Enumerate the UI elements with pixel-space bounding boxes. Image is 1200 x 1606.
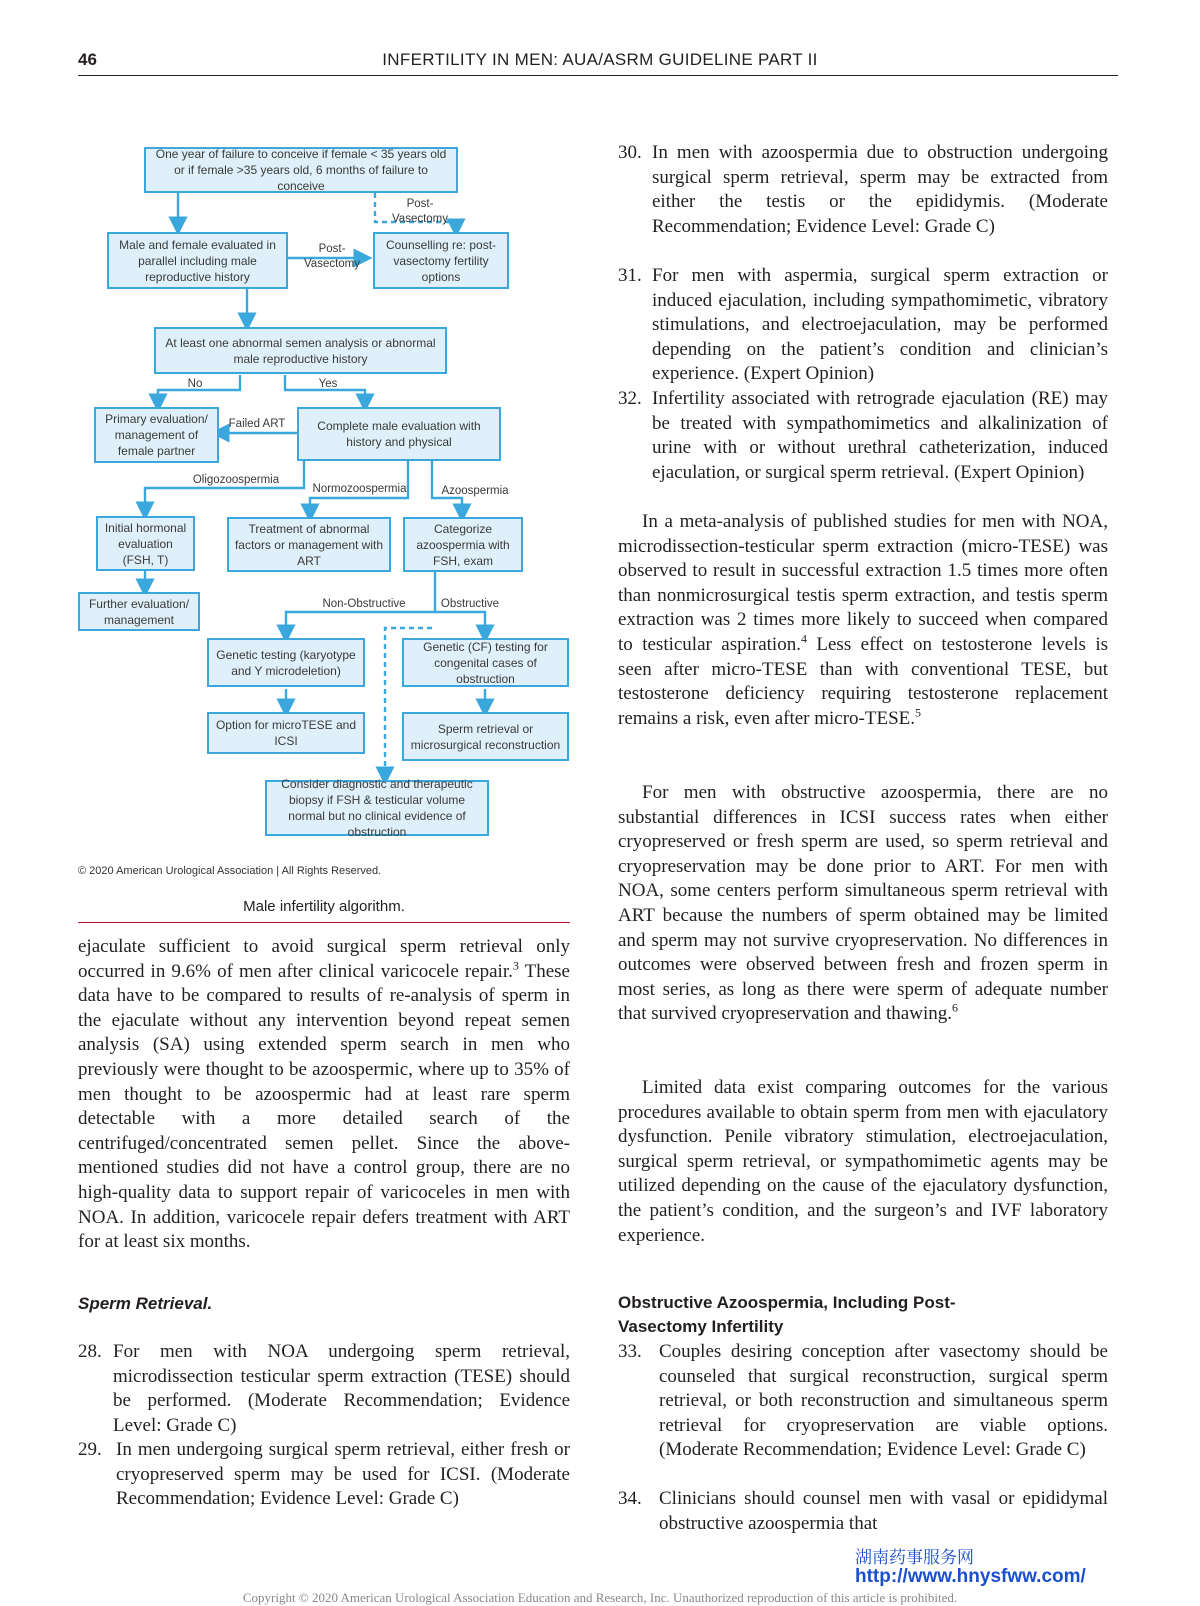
non-obstructive-label: Non-Obstructive [322,598,406,610]
consider-biopsy-box: Consider diagnostic and therapeutic biopsy if FSH & testicular volume normal but no clinical evidence of obstruction [265,780,489,836]
recommendation-32: 32. Infertility associated with retrograde ejaculation (RE) may be treated with sympathomimetics and alkalinization of urine with or without urethral catheterization, induced ejaculation, or surgical sperm retrieval. (Expert Opinion) [618,388,1108,483]
recommendation-34: 34. Clinicians should counsel men with vasal or epididymal obstructive azoospermia that [618,1488,1108,1534]
recommendation-33: 33. Couples desiring conception after vasectomy should be counseled that surgical reconstruction, surgical sperm retrieval, or both reconstruction and simultaneous sperm retrieval for cryopreservation are viable options. (Moderate Recommendation; Evidence Level: Grade C) [618,1341,1108,1461]
initial-hormonal-box: Initial hormonal evaluation (FSH, T) [96,516,195,571]
sperm-retrieval-heading: Sperm Retrieval. [78,1294,213,1313]
caption-rule [78,922,570,923]
watermark-url[interactable]: http://www.hnysfww.com/ [855,1566,1086,1587]
genetic-cf-box: Genetic (CF) testing for congenital cases of obstruction [402,638,569,687]
post-vasectomy-label: Post- Vasectomy [303,243,361,270]
sperm-retrieval-box: Sperm retrieval or microsurgical reconstruction [402,712,569,761]
recommendation-28: 28. For men with NOA undergoing sperm retrieval, microdissection testicular sperm extraction (TESE) should be performed. (Moderate Recommendation; Evidence Level: Grade C) [78,1341,570,1436]
microtese-box: Option for microTESE and ICSI [207,712,365,754]
obstructive-azoospermia-heading: Obstructive Azoospermia, Including Post- Vasectomy Infertility [618,1293,956,1336]
counselling-box: Counselling re: post-vasectomy fertility options [373,232,509,289]
recommendation-29: 29. In men undergoing surgical sperm retrieval, either fresh or cryopreserved sperm may be used for ICSI. (Moderate Recommendation; Evidence Level: Grade C) [78,1439,570,1510]
figure-caption: Male infertility algorithm. [243,898,405,915]
post-vasectomy-dashed-label: Post- Vasectomy [391,198,449,225]
obstructive-label: Obstructive [440,598,500,610]
further-eval-box: Further evaluation/ management [78,592,200,631]
recommendation-31: 31. For men with aspermia, surgical sperm extraction or induced ejaculation, including sympathomimetic, vibratory stimulations, and electroejaculation, may be performed depending on the patient’s condition and clinician’s experience. (Expert Opinion) [618,265,1108,385]
complete-eval-box: Complete male evaluation with history and physical [297,407,501,461]
figure-copyright: © 2020 American Urological Association | All Rights Reserved. [78,865,382,877]
abnormal-semen-box: At least one abnormal semen analysis or abnormal male reproductive history [154,327,447,374]
genetic-karyotype-box: Genetic testing (karyotype and Y microdeletion) [207,638,365,687]
ejaculatory-dysfunction-paragraph: Limited data exist comparing outcomes for the various procedures available to obtain sperm from men with ejaculatory dysfunction. Penile vibratory stimulation, electroejaculation, surgical sperm retrieval, or sympathomimetic agents may be utilized depending on the cause of the ejaculatory dysfunction, the patient’s condition, and the surgeon’s and IVF laboratory experience. [618,1077,1108,1246]
failed-art-label: Failed ART [228,418,286,430]
copyright-footer: Copyright © 2020 American Urological Association Education and Research, Inc. Unauthorized reproduction of this article is prohibited. [242,1590,958,1605]
page-number: 46 [78,50,97,69]
azoospermia-label: Azoospermia [441,485,509,497]
running-title: INFERTILITY IN MEN: AUA/ASRM GUIDELINE PART II [382,50,818,69]
micro-tese-paragraph: In a meta-analysis of published studies for men with NOA, microdissection-testicular sperm extraction (micro-TESE) was observed to result in successful extraction 1.5 times more often than nonmicrosurgical testis sperm extraction, and testis sperm extraction was 2 times more likely to succeed when compared to testicular aspiration.$^4$ Less effect on testosterone levels is seen after micro-TESE than with conventional TESE, but testosterone deficiency requiring testosterone replacement remains a risk, even after micro-TESE.$^5$ [618,511,1108,729]
categorize-box: Categorize azoospermia with FSH, exam [403,517,523,572]
yes-label: Yes [318,378,338,390]
male-female-eval-box: Male and female evaluated in parallel including male reproductive history [107,232,288,289]
treatment-abnormal-box: Treatment of abnormal factors or management with ART [227,517,391,572]
no-label: No [187,378,203,390]
normozoospermia-label: Normozoospermia [312,483,407,495]
obstructive-azoospermia-paragraph: For men with obstructive azoospermia, there are no substantial differences in ICSI success rates when either cryopreserved or fresh sperm are used, so sperm retrieval and cryopreservation may be done prior to ART. For men with NOA, some centers perform simultaneous sperm retrieval with ART because the numbers of sperm obtained may be limited and sperm may not survive cryopreservation. No differences in outcomes were observed between fresh and frozen sperm in most series, as long as there were sperm of adequate number that survived cryopreservation and thawing.$^6$ [618,782,1108,1025]
recommendation-30: 30. In men with azoospermia due to obstruction undergoing surgical sperm retrieval, sperm may be extracted from either the testis or the epididymis. (Moderate Recommendation; Evidence Level: Grade C) [618,142,1108,237]
left-continuation-paragraph: ejaculate sufficient to avoid surgical sperm retrieval only occurred in 9.6% of men after clinical varicocele repair.$^3$ These data have to be compared to results of re-analysis of sperm in the ejaculate without any intervention beyond repeat semen analysis (SA) using extended sperm search in men who previously were thought to be azoospermic, where up to 35% of men thought to be azoospermic had at least rare sperm detectable with a more detailed search of the centrifuged/concentrated semen pellet. Since the above-mentioned studies did not have a control group, there are no high-quality data to support repair of varicoceles in men with NOA. In addition, varicocele repair defers treatment with ART for at least six months. [78,936,570,1253]
watermark-chinese: 湖南药事服务网 [855,1548,974,1568]
start-box: One year of failure to conceive if female < 35 years old or if female >35 years old, 6 months of failure to conceive [144,147,458,193]
primary-eval-box: Primary evaluation/ management of female partner [94,407,219,463]
oligozoospermia-label: Oligozoospermia [192,474,280,486]
